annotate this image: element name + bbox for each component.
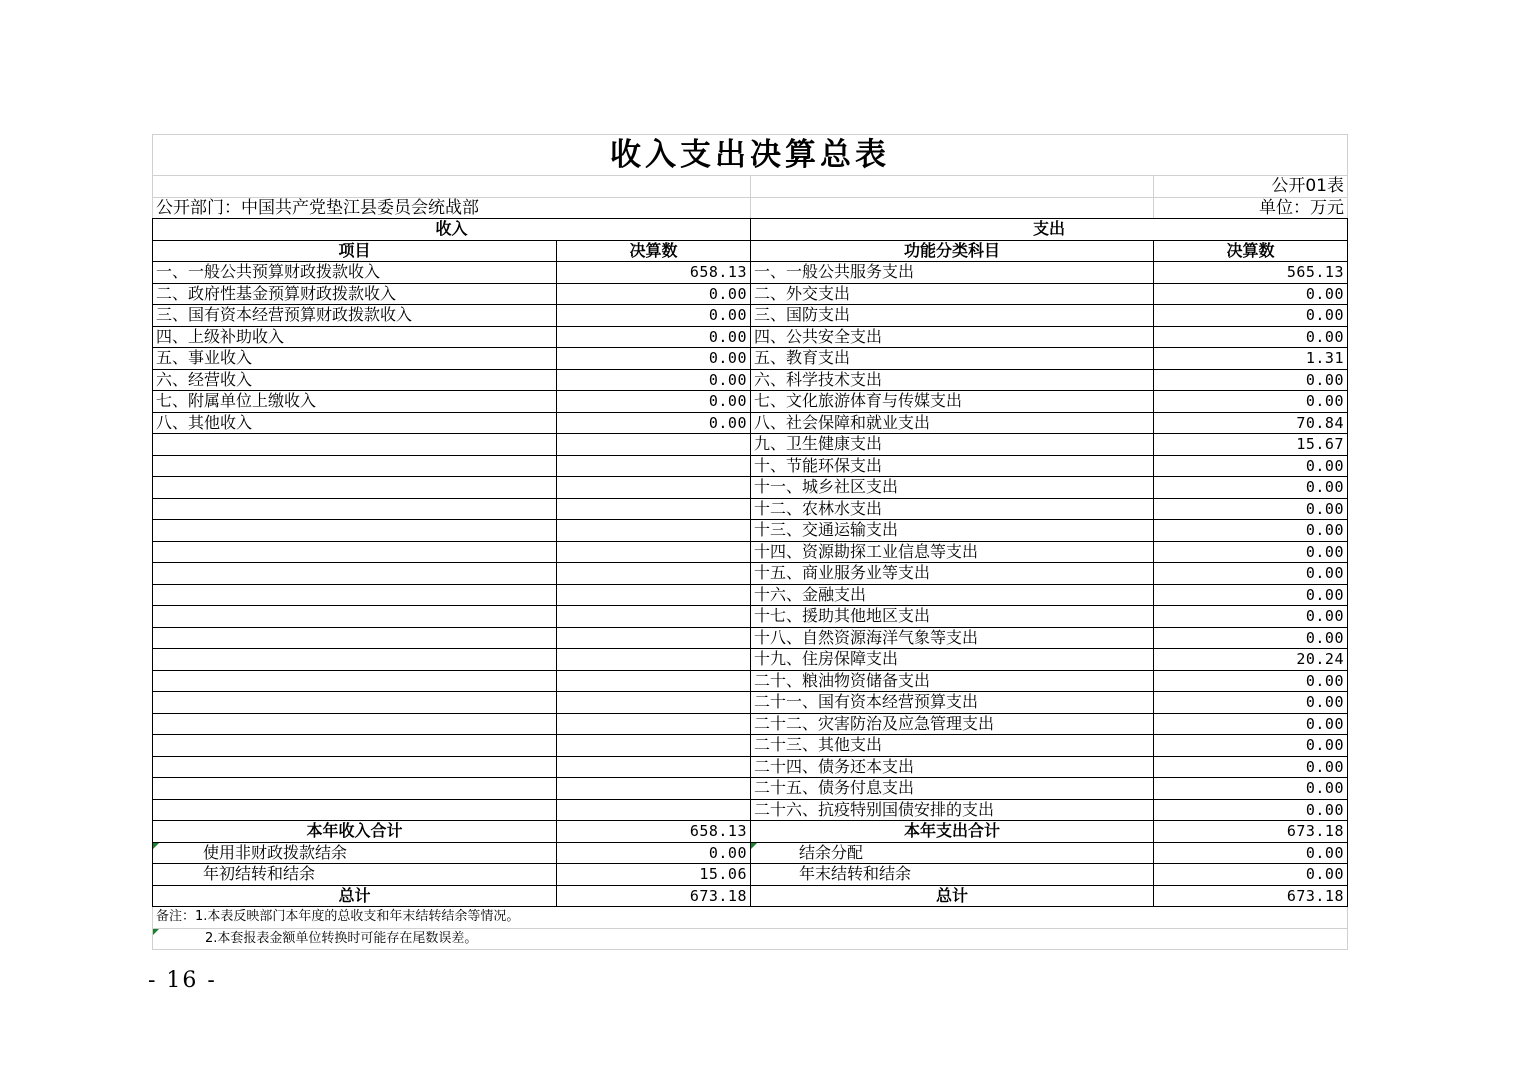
table-row — [153, 455, 1348, 477]
expense-extra-value: 0.00 — [1154, 842, 1348, 864]
item-header: 项目 — [153, 240, 557, 262]
expense-item-label: 十二、农林水支出 — [751, 498, 1154, 520]
income-item-label — [153, 584, 557, 606]
expense-item-value: 0.00 — [1154, 305, 1348, 327]
table-row — [153, 369, 1348, 391]
income-item-value — [557, 520, 751, 542]
table-row — [153, 756, 1348, 778]
income-item-value — [557, 756, 751, 778]
table-row — [153, 584, 1348, 606]
income-item-value: 0.00 — [557, 348, 751, 370]
expense-item-label: 二十六、抗疫特别国债安排的支出 — [751, 799, 1154, 821]
expense-item-value: 0.00 — [1154, 369, 1348, 391]
expense-item-label: 八、社会保障和就业支出 — [751, 412, 1154, 434]
income-item-value: 0.00 — [557, 283, 751, 305]
unit-label: 单位：万元 — [1154, 197, 1348, 219]
expense-item-label: 十、节能环保支出 — [751, 455, 1154, 477]
income-item-label — [153, 713, 557, 735]
income-item-value — [557, 541, 751, 563]
income-header: 收入 — [153, 219, 751, 241]
income-subtotal-value: 658.13 — [557, 821, 751, 843]
income-item-value — [557, 606, 751, 628]
expense-item-label: 十八、自然资源海洋气象等支出 — [751, 627, 1154, 649]
income-item-value — [557, 584, 751, 606]
income-item-label: 一、一般公共预算财政拨款收入 — [153, 262, 557, 284]
income-extra-value: 15.06 — [557, 864, 751, 886]
income-item-label — [153, 799, 557, 821]
income-item-value — [557, 735, 751, 757]
expense-item-label: 十一、城乡社区支出 — [751, 477, 1154, 499]
table-row — [153, 434, 1348, 456]
expense-item-label: 十七、援助其他地区支出 — [751, 606, 1154, 628]
expense-item-value: 0.00 — [1154, 584, 1348, 606]
expense-item-value: 0.00 — [1154, 455, 1348, 477]
expense-item-value: 0.00 — [1154, 670, 1348, 692]
final-accounts-table — [152, 134, 1348, 950]
income-item-label — [153, 756, 557, 778]
expense-item-value: 0.00 — [1154, 498, 1348, 520]
table-row — [153, 563, 1348, 585]
income-item-label — [153, 778, 557, 800]
expense-total-value: 673.18 — [1154, 885, 1348, 907]
expense-item-value: 0.00 — [1154, 606, 1348, 628]
table-row — [153, 541, 1348, 563]
income-extra-value: 0.00 — [557, 842, 751, 864]
table-row — [153, 692, 1348, 714]
income-item-label — [153, 477, 557, 499]
expense-item-value: 20.24 — [1154, 649, 1348, 671]
note-line-2: 2.本套报表金额单位转换时可能存在尾数误差。 — [153, 928, 1348, 950]
expense-item-label: 十九、住房保障支出 — [751, 649, 1154, 671]
expense-item-value: 0.00 — [1154, 477, 1348, 499]
expense-subtotal-label: 本年支出合计 — [751, 821, 1154, 843]
expense-item-value: 0.00 — [1154, 756, 1348, 778]
expense-subtotal-value: 673.18 — [1154, 821, 1348, 843]
table-row — [153, 627, 1348, 649]
expense-item-value: 0.00 — [1154, 627, 1348, 649]
table-row — [153, 520, 1348, 542]
expense-total-label: 总计 — [751, 885, 1154, 907]
income-item-label — [153, 455, 557, 477]
income-item-value: 0.00 — [557, 369, 751, 391]
expense-item-label: 六、科学技术支出 — [751, 369, 1154, 391]
report-sheet — [152, 134, 1347, 948]
income-item-label — [153, 692, 557, 714]
income-item-value — [557, 455, 751, 477]
expense-item-value: 0.00 — [1154, 391, 1348, 413]
income-item-value: 658.13 — [557, 262, 751, 284]
income-item-value — [557, 649, 751, 671]
income-item-label: 五、事业收入 — [153, 348, 557, 370]
expense-item-label: 二十五、债务付息支出 — [751, 778, 1154, 800]
income-total-value: 673.18 — [557, 885, 751, 907]
department-label: 公开部门：中国共产党垫江县委员会统战部 — [153, 197, 751, 219]
expense-header: 支出 — [751, 219, 1348, 241]
expense-item-label: 十六、金融支出 — [751, 584, 1154, 606]
blank-cell — [751, 197, 1154, 219]
income-total-label: 总计 — [153, 885, 557, 907]
blank-cell — [751, 176, 1154, 198]
expense-item-label: 二十、粮油物资储备支出 — [751, 670, 1154, 692]
table-row — [153, 348, 1348, 370]
income-subtotal-label: 本年收入合计 — [153, 821, 557, 843]
income-item-label: 八、其他收入 — [153, 412, 557, 434]
expense-item-label: 九、卫生健康支出 — [751, 434, 1154, 456]
expense-item-label: 二十一、国有资本经营预算支出 — [751, 692, 1154, 714]
expense-item-label: 二十四、债务还本支出 — [751, 756, 1154, 778]
income-item-value — [557, 498, 751, 520]
blank-cell — [153, 176, 751, 198]
expense-item-label: 五、教育支出 — [751, 348, 1154, 370]
income-item-value: 0.00 — [557, 305, 751, 327]
amount-header: 决算数 — [557, 240, 751, 262]
table-row — [153, 412, 1348, 434]
income-item-value — [557, 692, 751, 714]
expense-item-value: 0.00 — [1154, 692, 1348, 714]
income-item-label: 三、国有资本经营预算财政拨款收入 — [153, 305, 557, 327]
expense-item-label: 七、文化旅游体育与传媒支出 — [751, 391, 1154, 413]
expense-item-value: 15.67 — [1154, 434, 1348, 456]
page-number: - 16 - — [148, 968, 217, 993]
table-row — [153, 326, 1348, 348]
income-item-value — [557, 670, 751, 692]
income-item-value — [557, 627, 751, 649]
expense-extra-value: 0.00 — [1154, 864, 1348, 886]
expense-item-label: 二十二、灾害防治及应急管理支出 — [751, 713, 1154, 735]
income-item-label: 六、经营收入 — [153, 369, 557, 391]
table-row — [153, 305, 1348, 327]
income-item-label — [153, 541, 557, 563]
income-item-label — [153, 649, 557, 671]
income-item-label: 七、附属单位上缴收入 — [153, 391, 557, 413]
table-row — [153, 799, 1348, 821]
expense-item-label: 十五、商业服务业等支出 — [751, 563, 1154, 585]
expense-item-value: 0.00 — [1154, 541, 1348, 563]
amount-header-2: 决算数 — [1154, 240, 1348, 262]
income-extra-label: 年初结转和结余 — [153, 864, 557, 886]
income-item-label — [153, 434, 557, 456]
expense-item-value: 0.00 — [1154, 283, 1348, 305]
income-item-label — [153, 563, 557, 585]
table-row — [153, 735, 1348, 757]
expense-item-value: 0.00 — [1154, 520, 1348, 542]
income-item-label — [153, 735, 557, 757]
expense-item-value: 70.84 — [1154, 412, 1348, 434]
expense-item-label: 一、一般公共服务支出 — [751, 262, 1154, 284]
income-item-value — [557, 778, 751, 800]
income-item-label — [153, 498, 557, 520]
table-row — [153, 477, 1348, 499]
expense-extra-label: 结余分配 — [751, 842, 1154, 864]
income-item-value: 0.00 — [557, 326, 751, 348]
expense-extra-label: 年末结转和结余 — [751, 864, 1154, 886]
income-item-label — [153, 627, 557, 649]
table-row — [153, 498, 1348, 520]
table-title: 收入支出决算总表 — [153, 135, 1348, 176]
func-category-header: 功能分类科目 — [751, 240, 1154, 262]
expense-item-label: 三、国防支出 — [751, 305, 1154, 327]
income-item-value — [557, 434, 751, 456]
note-line-1: 备注：1.本表反映部门本年度的总收支和年末结转结余等情况。 — [153, 907, 1348, 929]
table-row — [153, 670, 1348, 692]
expense-item-value: 0.00 — [1154, 326, 1348, 348]
expense-item-label: 十四、资源勘探工业信息等支出 — [751, 541, 1154, 563]
income-item-value — [557, 563, 751, 585]
expense-item-value: 0.00 — [1154, 778, 1348, 800]
expense-item-value: 565.13 — [1154, 262, 1348, 284]
income-item-value — [557, 477, 751, 499]
form-number: 公开01表 — [1154, 176, 1348, 198]
expense-item-label: 二十三、其他支出 — [751, 735, 1154, 757]
table-row — [153, 649, 1348, 671]
income-item-value — [557, 713, 751, 735]
income-extra-label: 使用非财政拨款结余 — [153, 842, 557, 864]
income-item-value — [557, 799, 751, 821]
table-row — [153, 713, 1348, 735]
expense-item-value: 0.00 — [1154, 713, 1348, 735]
expense-item-label: 二、外交支出 — [751, 283, 1154, 305]
income-item-label — [153, 606, 557, 628]
table-row — [153, 283, 1348, 305]
income-item-label — [153, 520, 557, 542]
income-item-label: 二、政府性基金预算财政拨款收入 — [153, 283, 557, 305]
table-row — [153, 778, 1348, 800]
table-row — [153, 606, 1348, 628]
income-item-value: 0.00 — [557, 391, 751, 413]
income-item-label — [153, 670, 557, 692]
table-row — [153, 391, 1348, 413]
expense-item-value: 0.00 — [1154, 735, 1348, 757]
table-row — [153, 262, 1348, 284]
expense-item-value: 0.00 — [1154, 563, 1348, 585]
expense-item-label: 四、公共安全支出 — [751, 326, 1154, 348]
expense-item-label: 十三、交通运输支出 — [751, 520, 1154, 542]
expense-item-value: 1.31 — [1154, 348, 1348, 370]
income-item-label: 四、上级补助收入 — [153, 326, 557, 348]
income-item-value: 0.00 — [557, 412, 751, 434]
expense-item-value: 0.00 — [1154, 799, 1348, 821]
